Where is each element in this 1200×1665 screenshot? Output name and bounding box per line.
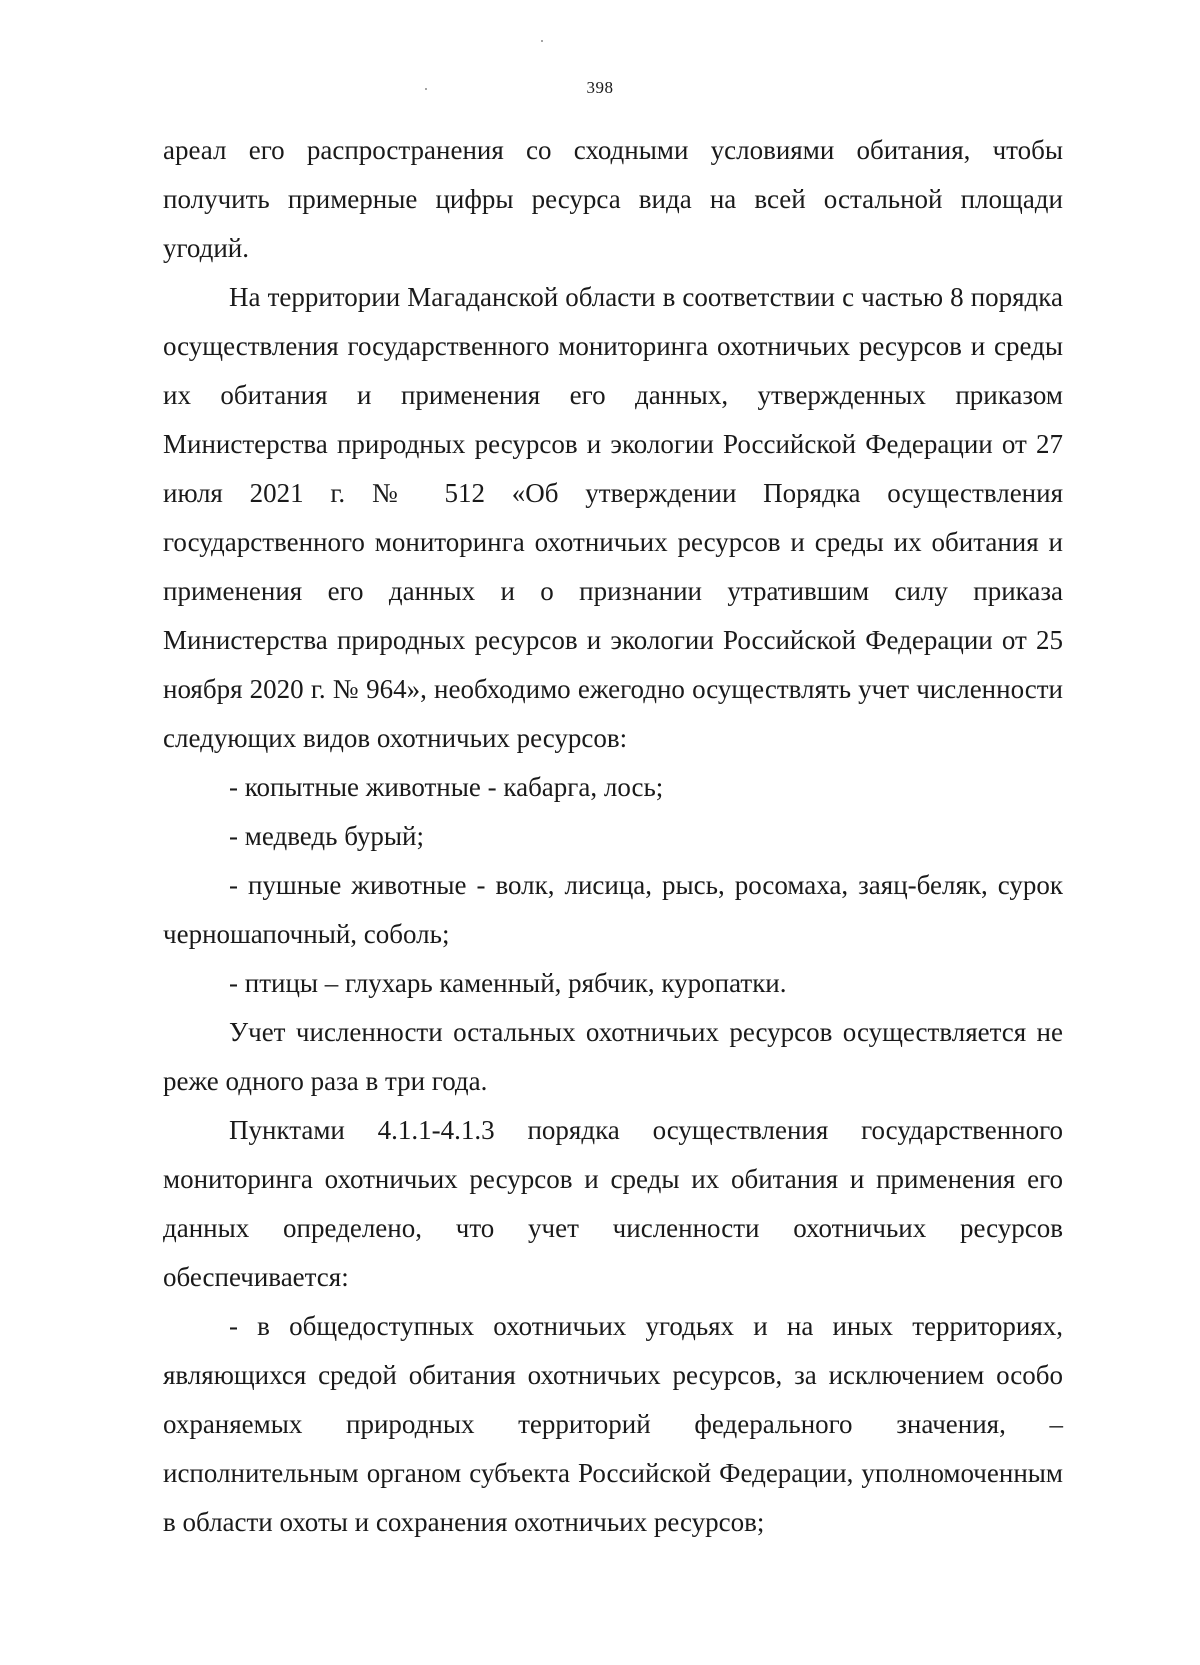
page-number: 398 — [586, 78, 614, 97]
scan-speck — [425, 88, 427, 90]
list-item-birds: - птицы – глухарь каменный, рябчик, куропатки. — [229, 968, 787, 998]
list-item-public-grounds: - в общедоступных охотничьих угодьях и на иных территориях, являющихся средой обитания охотничьих ресурсов, за исключением особо охраняемых природных территорий федерального значения, – исполнительным органом субъекта Российской Федерации, уполномоченным в области охоты и сохранения охотничьих ресурсов; — [163, 1311, 1063, 1537]
paragraph-points-4-1: Пунктами 4.1.1-4.1.3 порядка осуществления государственного мониторинга охотничьих ресурсов и среды их обитания и применения его данных определено, что учет численности охотничьих ресурсов обеспечивается: — [163, 1115, 1063, 1292]
paragraph-continuation: ареал его распространения со сходными условиями обитания, чтобы получить примерные цифры ресурса вида на всей остальной площади угодий. — [163, 135, 1063, 263]
list-item-brown-bear: - медведь бурый; — [229, 821, 425, 851]
scan-speck — [541, 40, 543, 42]
paragraph-monitoring-requirements: На территории Магаданской области в соответствии с частью 8 порядка осуществления государственного мониторинга охотничьих ресурсов и среды их обитания и применения его данных, утвержденных приказом Министерства природных ресурсов и экологии Российской Федерации от 27 июля 2021 г. № 512 «Об утверждении Порядка осуществления государственного мониторинга охотничьих ресурсов и среды их обитания и применения его данных и о признании утратившим силу приказа Министерства природных ресурсов и экологии Российской Федерации от 25 ноября 2020 г. № 964», необходимо ежегодно осуществлять учет численности следующих видов охотничьих ресурсов: — [163, 282, 1063, 753]
list-item-fur-animals: - пушные животные - волк, лисица, рысь, росомаха, заяц-беляк, сурок черношапочный, соболь; — [163, 870, 1063, 949]
paragraph-other-resources: Учет численности остальных охотничьих ресурсов осуществляется не реже одного раза в три года. — [163, 1017, 1063, 1096]
list-item-ungulates: - копытные животные - кабарга, лось; — [229, 772, 664, 802]
document-body — [163, 126, 1063, 1547]
